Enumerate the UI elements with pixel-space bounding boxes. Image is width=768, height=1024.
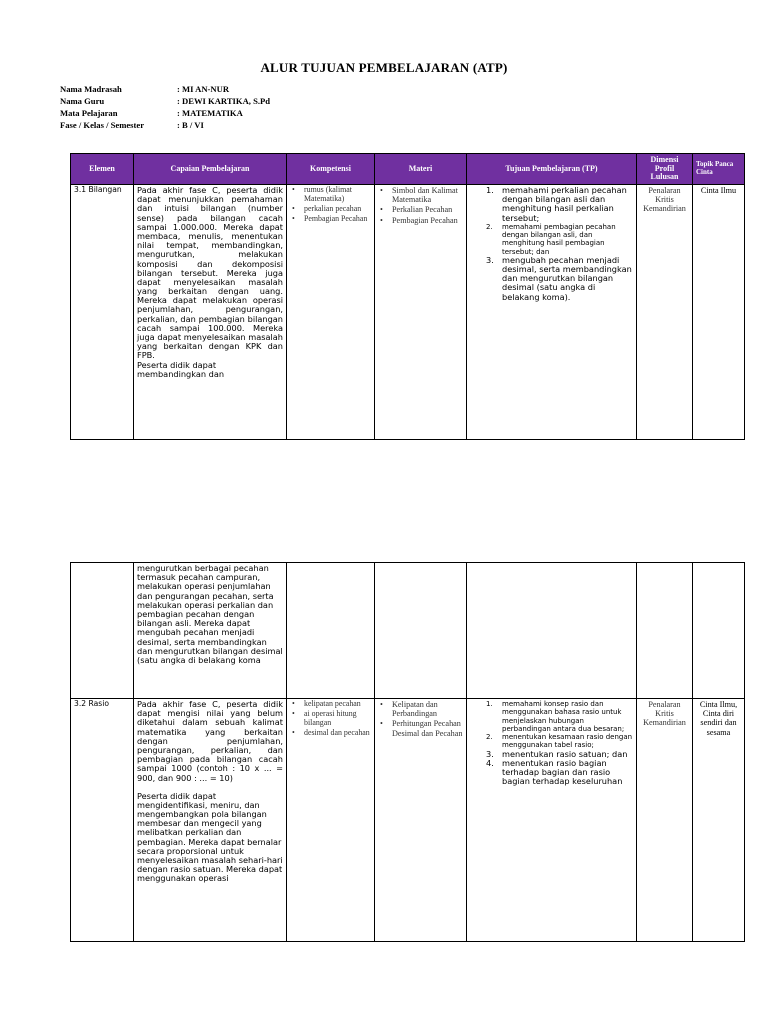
topik-cell: Cinta Ilmu bbox=[693, 185, 745, 440]
materi-item: • Perkalian Pecahan bbox=[378, 205, 463, 214]
tujuan-item: 4. menentukan rasio bagian terhadap bagian dan rasio bagian terhadap keseluruhan bbox=[486, 757, 623, 787]
materi-item: • Kelipatan dan Perbandingan bbox=[378, 700, 463, 718]
document-meta bbox=[60, 84, 270, 132]
capaian-cell bbox=[134, 185, 287, 440]
kompetensi-item: • perkalian pecahan bbox=[290, 205, 371, 214]
meta-row-guru bbox=[60, 96, 270, 108]
materi-cell bbox=[375, 185, 467, 440]
kompetensi-item: • Pembagian Pecahan bbox=[290, 215, 371, 224]
elemen-cell bbox=[71, 563, 134, 699]
header-topik: Topik Panca Cinta bbox=[693, 154, 745, 185]
kompetensi-item: • kelipatan pecahan bbox=[290, 700, 371, 709]
tujuan-cell bbox=[467, 185, 637, 440]
atp-table-page1 bbox=[70, 153, 745, 440]
topik-cell bbox=[693, 563, 745, 699]
header-elemen: Elemen bbox=[71, 154, 134, 185]
atp-table-page2 bbox=[70, 562, 745, 942]
tujuan-item: 2. memahami pembagian pecahan dengan bilangan asli, dan menghitung hasil pembagian tersebut; dan bbox=[486, 222, 616, 256]
kompetensi-cell bbox=[287, 563, 375, 699]
materi-cell bbox=[375, 699, 467, 942]
meta-row-fase bbox=[60, 120, 270, 132]
materi-item: • Simbol dan Kalimat Matematika bbox=[378, 186, 463, 204]
meta-row-mapel bbox=[60, 108, 270, 120]
header-capaian: Capaian Pembelajaran bbox=[134, 154, 287, 185]
meta-value: : MI AN-NUR bbox=[177, 84, 230, 94]
capaian-cell: mengurutkan berbagai pecahan termasuk pecahan campuran, melakukan operasi penjumlahan dan pengurangan pecahan, serta melakukan operasi perkalian dan pembagian pecahan dengan bilangan asli. Mereka dapat mengubah pecahan menjadi desimal, serta membandingkan dan mengurutkan bilangan desimal (satu angka di belakang koma bbox=[134, 563, 287, 699]
tujuan-cell bbox=[467, 563, 637, 699]
kompetensi-cell bbox=[287, 185, 375, 440]
dimensi-cell: Penalaran Kritis Kemandirian bbox=[637, 699, 693, 942]
tujuan-item: 1. memahami perkalian pecahan dengan bilangan asli dan menghitung hasil perkalian tersebut; bbox=[486, 185, 627, 223]
tujuan-item: 3. mengubah pecahan menjadi desimal, serta membandingkan dan mengurutkan bilangan desimal (satu angka di belakang koma). bbox=[486, 254, 632, 302]
meta-label: Nama Guru bbox=[60, 96, 105, 106]
capaian-paragraph: Pada akhir fase C, peserta didik dapat mengisi nilai yang belum diketahui dalam sebuah kalimat matematika yang berkaitan dengan penjumlahan, pengurangan, perkalian, dan pembagian pada bilangan cacah sampai 1000 (contoh : 10 x ... = 900, dan 900 : ... = 10) bbox=[137, 699, 283, 783]
materi-item: • Pembagian Pecahan bbox=[378, 216, 463, 225]
capaian-paragraph: Peserta didik dapat mengidentifikasi, meniru, dan mengembangkan pola bilangan membesar dan mengecil yang melibatkan perkalian dan pembagian. Mereka dapat bernalar secara proporsional untuk menyelesaikan masalah sehari-hari dengan rasio satuan. Mereka dapat menggunakan operasi bbox=[137, 790, 283, 884]
meta-label: Mata Pelajaran bbox=[60, 108, 118, 118]
table-row-rasio bbox=[71, 699, 745, 942]
header-materi: Materi bbox=[375, 154, 467, 185]
meta-row-madrasah bbox=[60, 84, 270, 96]
meta-value: : DEWI KARTIKA, S.Pd bbox=[177, 96, 271, 106]
kompetensi-cell bbox=[287, 699, 375, 942]
elemen-cell: 3.2 Rasio bbox=[71, 699, 134, 942]
kompetensi-item: • rumus (kalimat Matematika) bbox=[290, 186, 371, 204]
tujuan-item: 2. menentukan kesamaan rasio dengan menggunakan tabel rasio; bbox=[486, 733, 633, 750]
materi-cell bbox=[375, 563, 467, 699]
materi-item: • Perhitungan Pecahan Desimal dan Pecahan bbox=[378, 719, 463, 737]
kompetensi-item: • ai operasi hitung bilangan bbox=[290, 710, 371, 728]
header-tujuan: Tujuan Pembelajaran (TP) bbox=[467, 154, 637, 185]
tujuan-item: 1. memahami konsep rasio dan menggunakan bahasa rasio untuk menjelaskan hubungan perbandingan antara dua besaran; bbox=[486, 700, 625, 733]
header-kompetensi: Kompetensi bbox=[287, 154, 375, 185]
capaian-paragraph: Peserta didik dapat membandingkan dan bbox=[137, 359, 225, 379]
elemen-cell: 3.1 Bilangan bbox=[71, 185, 134, 440]
capaian-cell bbox=[134, 699, 287, 942]
table-header-row bbox=[71, 154, 745, 185]
dimensi-cell bbox=[637, 563, 693, 699]
meta-value: : B / VI bbox=[177, 120, 204, 130]
meta-label: Nama Madrasah bbox=[60, 84, 122, 94]
capaian-paragraph: Pada akhir fase C, peserta didik dapat menunjukkan pemahaman dan intuisi bilangan (number sense) pada bilangan cacah sampai 1.000.000. Mereka dapat membaca, menulis, menentukan nilai tempat, membandingkan, mengurutkan, melakukan komposisi dan dekomposisi bilangan tersebut. Mereka juga dapat menyelesaikan masalah yang berkaitan dengan uang. Mereka dapat melakukan operasi penjumlahan, pengurangan, perkalian, dan pembagian bilangan cacah sampai 100.000. Mereka juga dapat menyelesaikan masalah yang berkaitan dengan KPK dan FPB. bbox=[137, 185, 283, 361]
tujuan-cell bbox=[467, 699, 637, 942]
dimensi-cell: Penalaran Kritis Kemandirian bbox=[637, 185, 693, 440]
header-dimensi: Dimensi Profil Lulusan bbox=[637, 154, 693, 185]
kompetensi-item: • desimal dan pecahan bbox=[290, 729, 371, 738]
table-row-bilangan bbox=[71, 185, 745, 440]
table-row-continuation bbox=[71, 563, 745, 699]
document-title: ALUR TUJUAN PEMBELAJARAN (ATP) bbox=[260, 60, 508, 75]
tujuan-item: 3. menentukan rasio satuan; dan bbox=[486, 748, 628, 759]
topik-cell: Cinta Ilmu, Cinta diri sendiri dan sesama bbox=[693, 699, 745, 942]
meta-label: Fase / Kelas / Semester bbox=[60, 120, 145, 130]
meta-value: : MATEMATIKA bbox=[177, 108, 243, 118]
